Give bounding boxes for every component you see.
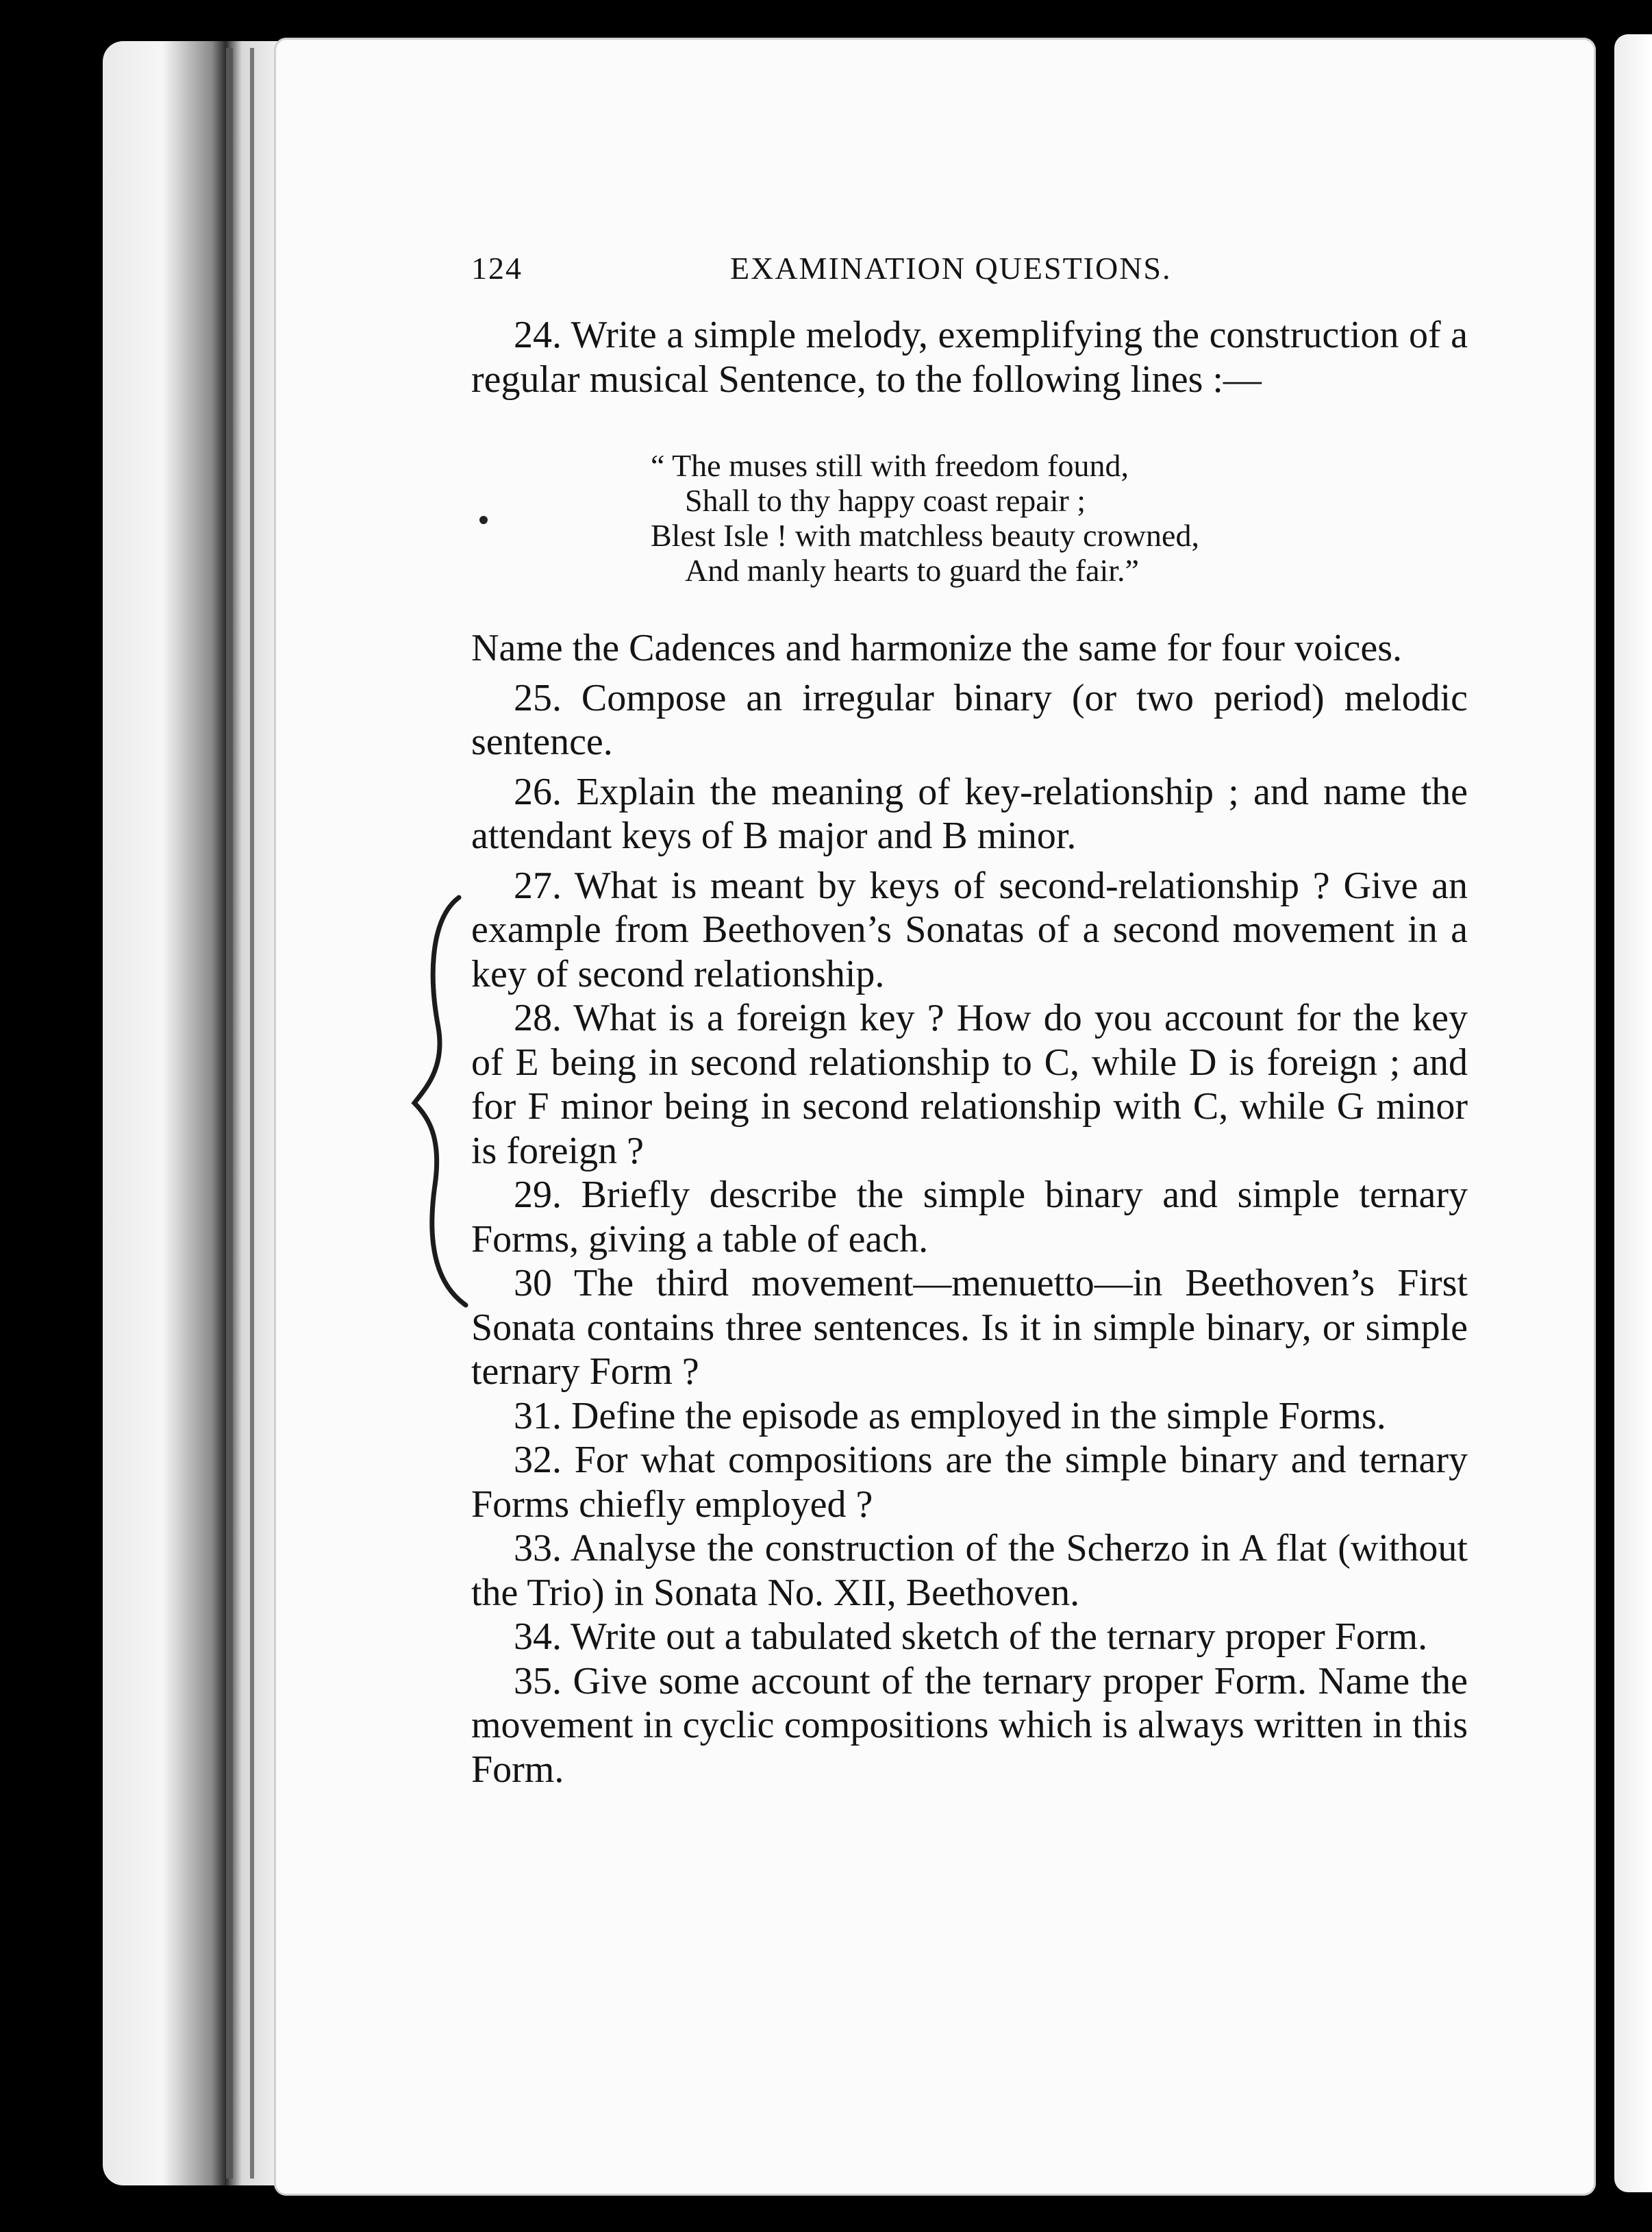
page-text: [471, 250, 1468, 1791]
page-edge-line: [250, 48, 254, 2179]
question-31: 31. Define the episode as employed in the simple Forms.: [514, 1394, 1386, 1437]
verse-line: Blest Isle ! with matchless beauty crowned,: [651, 518, 1199, 553]
question-25: 25. Compose an irregular binary (or two period) melodic sentence.: [471, 676, 1468, 763]
verse-line: “ The muses still with freedom found,: [651, 448, 1129, 483]
page-edge-shadow: [226, 48, 233, 2179]
question-34: 34. Write out a tabulated sketch of the ternary proper Form.: [514, 1615, 1428, 1658]
question-35: 35. Give some account of the ternary proper Form. Name the movement in cyclic compositions which is always written in this Form.: [471, 1659, 1468, 1791]
question-29: 29. Briefly describe the simple binary and simple ternary Forms, giving a table of each.: [471, 1174, 1468, 1261]
question-32: 32. For what compositions are the simple binary and ternary Forms chiefly employed ?: [471, 1439, 1468, 1526]
question-24: 24. Write a simple melody, exemplifying the construction of a regular musical Sentence, to the following lines :—: [471, 314, 1468, 401]
verse-quotation: [471, 448, 1468, 588]
question-26: 26. Explain the meaning of key-relationship ; and name the attendant keys of B major and B minor.: [471, 770, 1468, 857]
next-page-edge: [1614, 34, 1652, 2192]
question-30: 30 The third movement—menuetto—in Beethoven’s First Sonata contains three sentences. Is it in simple binary, or simple ternary Form ?: [471, 1262, 1468, 1393]
question-24-continuation: Name the Cadences and harmonize the same for four voices.: [471, 627, 1403, 669]
running-head-title: EXAMINATION QUESTIONS.: [730, 251, 1172, 286]
question-28: 28. What is a foreign key ? How do you account for the key of E being in second relationship to C, while D is foreign ; and for F minor being in second relationship with C, while G minor is foreign ?: [471, 997, 1468, 1172]
question-33: 33. Analyse the construction of the Scherzo in A flat (without the Trio) in Sonata No. XII, Beethoven.: [471, 1527, 1468, 1614]
page-number: 124: [471, 251, 523, 286]
verse-line: Shall to thy happy coast repair ;: [685, 483, 1086, 518]
handwritten-bracket-mark: [411, 891, 473, 1315]
question-27: 27. What is meant by keys of second-relationship ? Give an example from Beethoven’s Sonatas of a second movement in a key of second relationship.: [471, 864, 1468, 995]
verse-line: And manly hearts to guard the fair.”: [685, 553, 1139, 588]
running-head: [471, 250, 1468, 298]
book-page-edges: [103, 41, 301, 2185]
